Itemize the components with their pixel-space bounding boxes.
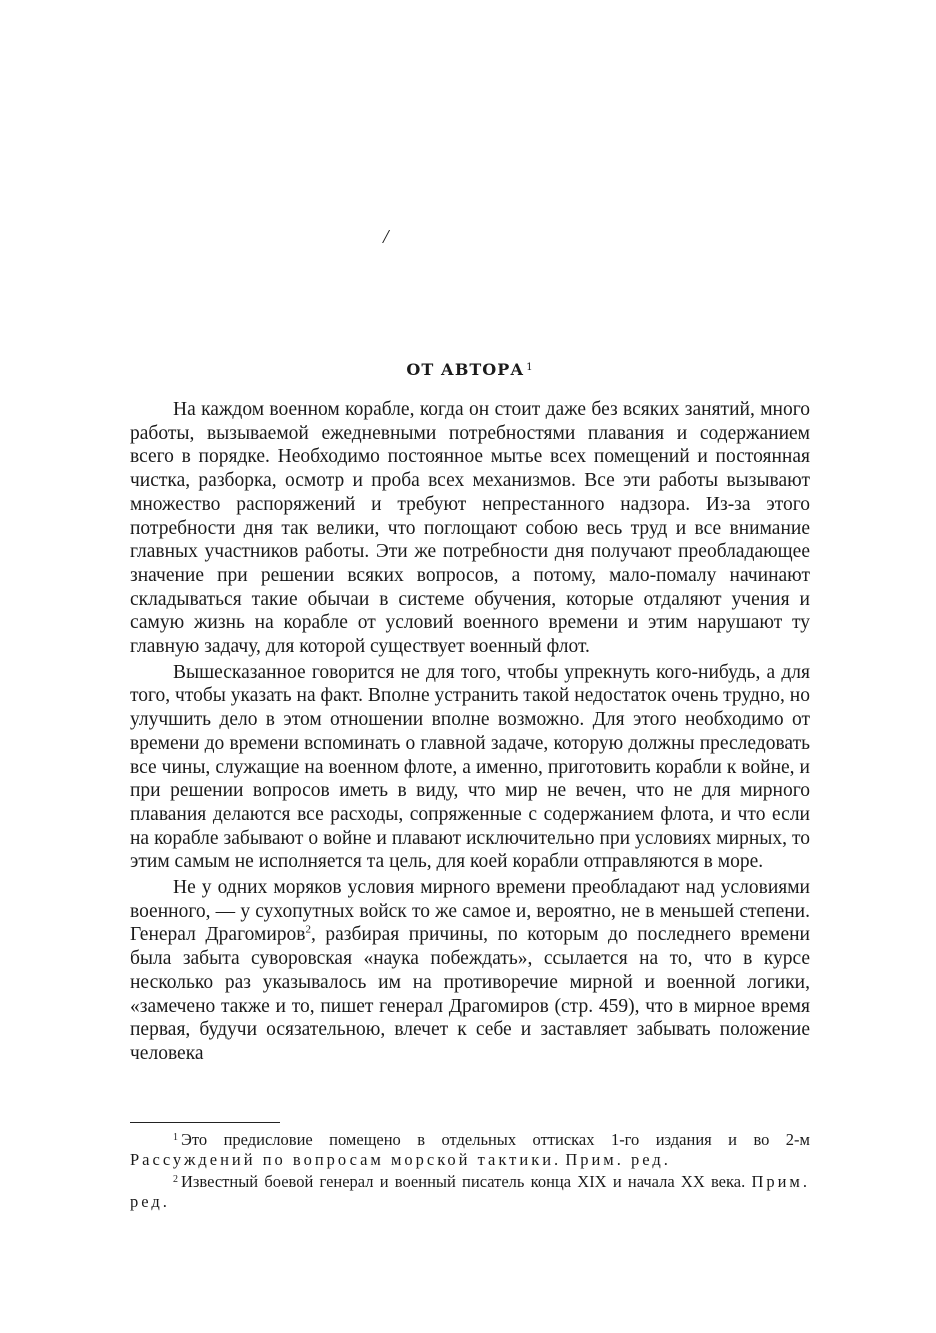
footnote-2-editor-note: Прим. ред.	[130, 1172, 810, 1211]
heading-text: ОТ АВТОРА	[406, 360, 525, 379]
paragraph-1: На каждом военном корабле, когда он стоит даже без всяких занятий, много работы, вызываемой ежедневными потребностями плавания и содержанием всего в порядке. Необходимо постоянное мытье всех помещений и постоянная чистка, разборка, осмотр и проба всех механизмов. Все эти работы вызывают множество распоряжений и требуют непрестанного надзора. Из-за этого потребности дня так велики, что поглощают собою весь труд и все внимание главных участников работы. Эти же потребности дня получают преобладающее значение при решении всяких вопросов, а потому, мало-помалу начинают складываться такие обычаи в системе обучения, которые отдаляют учения и самую жизнь на корабле от условий военного времени и этим нарушают ту главную задачу, для которой существует военный флот.	[130, 399, 810, 658]
stray-pen-mark: /	[383, 226, 389, 248]
main-text	[130, 398, 810, 1066]
footnote-2-text: Известный боевой генерал и военный писатель конца XIX и начала XX века.	[181, 1172, 752, 1191]
paragraph-3	[130, 876, 810, 1066]
footnote-1-text: Это предисловие помещено в отдельных оттисках 1-го издания и во 2-м	[181, 1130, 810, 1149]
footnote-divider	[130, 1122, 280, 1123]
paragraph-2: Вышесказанное говорится не для того, чтобы упрекнуть кого-нибудь, а для того, чтобы указать на факт. Вполне устранить такой недостаток очень трудно, но улучшить дело в этом отношении вполне возможно. Для этого необходимо от времени до времени вспоминать о главной задаче, которую должны преследовать все чины, служащие на военном флоте, а именно, приготовить корабли к войне, и при решении вопросов иметь в виду, что мир не вечен, что не для мирного плавания делаются все расходы, сопряженные с содержанием флота, и что если на корабле забывают о войне и плавают исключительно при условиях мирных, то этим самым не исполняется та цель, для коей корабли отправляются в море.	[130, 661, 810, 873]
footnote-1	[130, 1128, 810, 1170]
footnotes	[130, 1128, 810, 1212]
footnote-ref-2: 2	[305, 923, 311, 936]
heading-footnote-ref: 1	[526, 362, 534, 373]
footnote-1-book-title: Рассуждений по вопросам морской тактики.	[130, 1150, 562, 1169]
footnote-2-number: 2	[173, 1174, 178, 1185]
page-title	[130, 360, 810, 379]
paragraph-3-part-b: , разбирая причины, по которым до последнего времени была забыта суворовская «наука побеждать», ссылается на то, что в курсе несколько раз указывалось им на противоречие мирной и военной логики, «замечено также и то, пишет генерал Драгомиров (стр. 459), что в мирное время первая, будучи осязательною, влечет к себе и заставляет забывать положение человека	[130, 924, 810, 1064]
footnote-1-editor-note: Прим. ред.	[565, 1150, 671, 1169]
footnote-1-number: 1	[173, 1132, 178, 1143]
footnote-2	[130, 1170, 810, 1212]
paragraph-3-part-a: Не у одних моряков условия мирного времени преобладают над условиями военного, — у сухопутных войск то же самое и, вероятно, не в меньшей степени. Генерал Драгомиров	[130, 877, 810, 946]
